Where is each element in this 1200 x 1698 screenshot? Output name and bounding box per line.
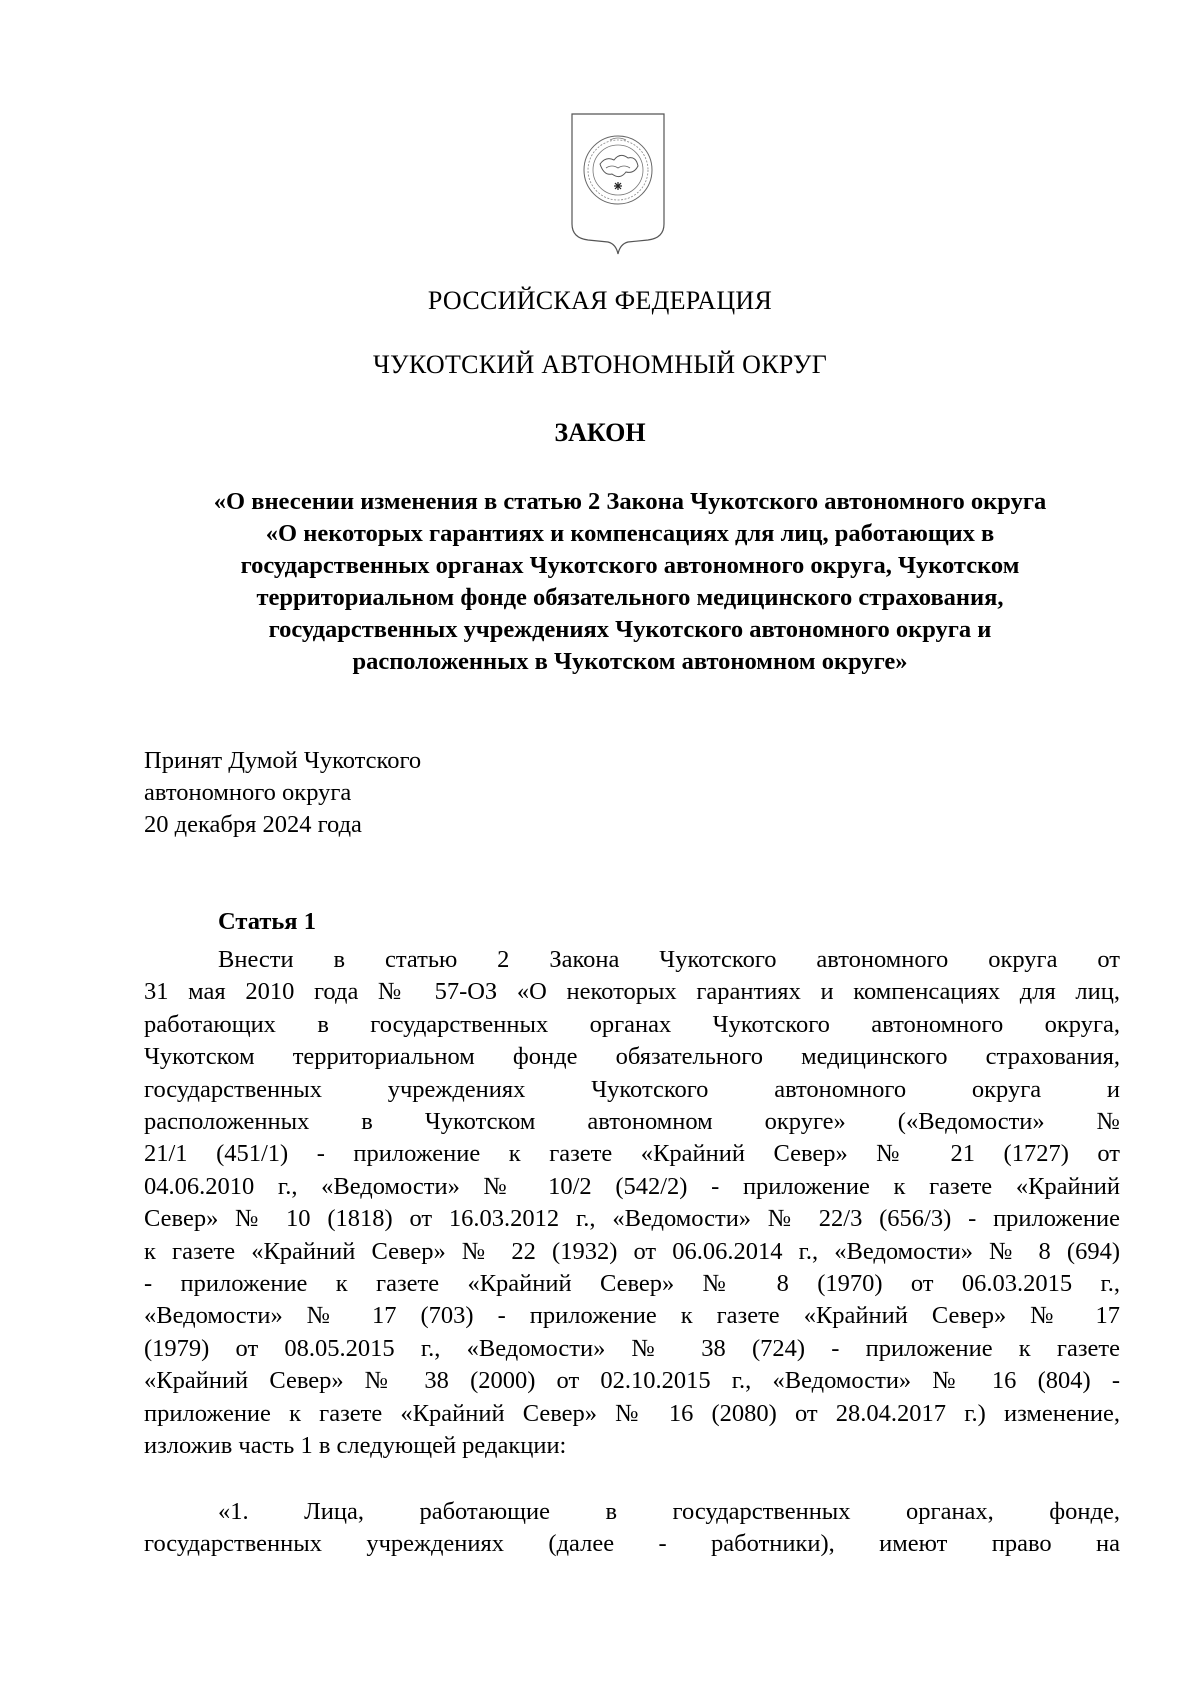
adoption-block [144, 745, 421, 841]
title-line: «О внесении изменения в статью 2 Закона Чукотского автономного округа [213, 488, 1047, 515]
amendment-quote [144, 1496, 1120, 1561]
article-line: «Ведомости» № 17 (703) - приложение к газете «Крайний Север» № 17 [144, 1302, 1120, 1330]
article-line: 31 мая 2010 года № 57-ОЗ «О некоторых гарантиях и компенсациях для лиц, [144, 978, 1120, 1006]
article-line: работающих в государственных органах Чукотского автономного округа, [144, 1010, 1120, 1038]
article-line: Чукотском территориальном фонде обязательного медицинского страхования, [144, 1043, 1120, 1071]
title-line: территориальном фонде обязательного медицинского страхования, [256, 584, 1004, 611]
article-line: государственных учреждениях Чукотского автономного округа и [144, 1075, 1120, 1103]
title-line: государственных учреждениях Чукотского автономного округа и [268, 616, 992, 643]
adoption-date: 20 декабря 2024 года [144, 811, 362, 838]
law-title [140, 486, 1120, 678]
article-line: Внести в статью 2 Закона Чукотского автономного округа от [218, 946, 1120, 973]
title-line: «О некоторых гарантиях и компенсациях для лиц, работающих в [265, 520, 995, 547]
document-type-heading: ЗАКОН [554, 418, 646, 447]
article-line: - приложение к газете «Крайний Север» № 8 (1970) от 06.03.2015 г., [144, 1270, 1120, 1298]
chukotka-coat-of-arms-icon [570, 112, 666, 260]
article-line: изложив часть 1 в следующей редакции: [144, 1432, 567, 1460]
title-line: расположенных в Чукотском автономном округе» [352, 648, 908, 675]
article-line: 21/1 (451/1) - приложение к газете «Крайний Север» № 21 (1727) от [144, 1140, 1120, 1168]
article-line: приложение к газете «Крайний Север» № 16 (2080) от 28.04.2017 г.) изменение, [144, 1399, 1120, 1427]
article-line: расположенных в Чукотском автономном округе» («Ведомости» № [144, 1108, 1120, 1136]
article-line: (1979) от 08.05.2015 г., «Ведомости» № 38 (724) - приложение к газете [144, 1334, 1120, 1362]
adoption-line: автономного округа [144, 779, 352, 806]
article-line: «Крайний Север» № 38 (2000) от 02.10.2015 г., «Ведомости» № 16 (804) - [144, 1367, 1120, 1395]
title-line: государственных органах Чукотского автономного округа, Чукотском [240, 552, 1020, 579]
article-line: 04.06.2010 г., «Ведомости» № 10/2 (542/2) - приложение к газете «Крайний [144, 1172, 1120, 1200]
article-body [144, 944, 1120, 1463]
quote-line: «1. Лица, работающие в государственных органах, фонде, [218, 1498, 1120, 1525]
region-heading: ЧУКОТСКИЙ АВТОНОМНЫЙ ОКРУГ [372, 350, 828, 379]
article-line: к газете «Крайний Север» № 22 (1932) от 06.06.2014 г., «Ведомости» № 8 (694) [144, 1237, 1120, 1265]
article-line: Север» № 10 (1818) от 16.03.2012 г., «Ведомости» № 22/3 (656/3) - приложение [144, 1205, 1120, 1233]
quote-line: государственных учреждениях (далее - работники), имеют право на [144, 1530, 1120, 1558]
country-heading: РОССИЙСКАЯ ФЕДЕРАЦИЯ [427, 286, 773, 315]
adoption-line: Принят Думой Чукотского [144, 747, 422, 774]
article-heading: Статья 1 [218, 908, 316, 935]
